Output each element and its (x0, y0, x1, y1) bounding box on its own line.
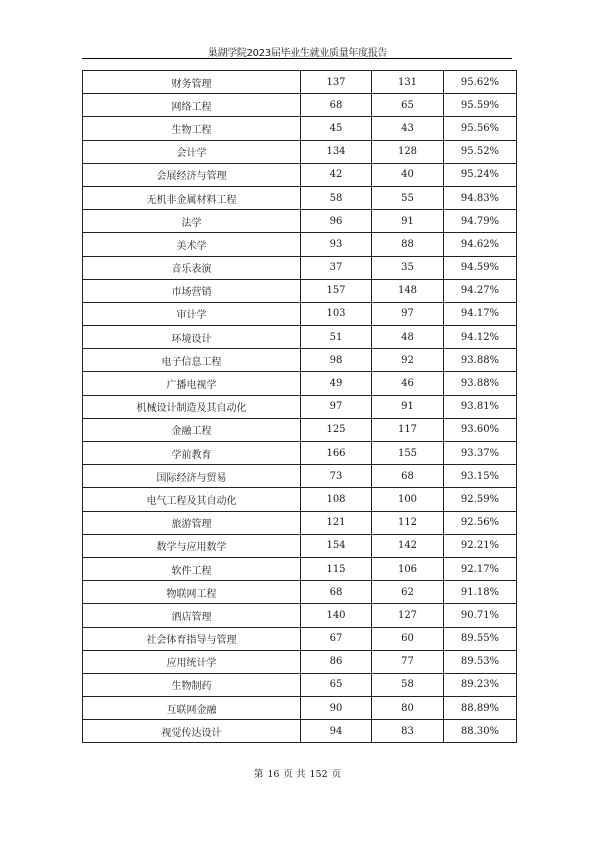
page-footer (0, 766, 595, 780)
table-row (83, 186, 517, 209)
employment-rate-cell: 95.52% (444, 140, 517, 163)
graduates-count-cell: 93 (301, 233, 372, 256)
table-row (83, 302, 517, 325)
table-row (83, 210, 517, 233)
major-name-cell: 电子信息工程 (83, 349, 301, 372)
employment-rate-cell: 94.17% (444, 302, 517, 325)
employed-count-cell: 92 (372, 349, 444, 372)
employed-count-cell: 131 (372, 71, 444, 94)
graduates-count-cell: 154 (301, 534, 372, 557)
table-row (83, 673, 517, 696)
major-name-cell: 生物工程 (83, 117, 301, 140)
employment-rate-cell: 94.62% (444, 233, 517, 256)
major-name-cell: 财务管理 (83, 71, 301, 94)
graduates-count-cell: 134 (301, 140, 372, 163)
employment-rate-cell: 93.88% (444, 349, 517, 372)
table-row (83, 557, 517, 580)
employment-rate-cell: 89.53% (444, 650, 517, 673)
graduates-count-cell: 51 (301, 326, 372, 349)
graduates-count-cell: 49 (301, 372, 372, 395)
major-name-cell: 法学 (83, 210, 301, 233)
footer-mid: 页 共 (283, 769, 306, 780)
table-row (83, 117, 517, 140)
employment-rate-cell: 95.59% (444, 94, 517, 117)
graduates-count-cell: 67 (301, 627, 372, 650)
employment-rate-cell: 93.88% (444, 372, 517, 395)
major-name-cell: 生物制药 (83, 673, 301, 696)
major-name-cell: 环境设计 (83, 326, 301, 349)
employment-rate-cell: 89.55% (444, 627, 517, 650)
major-name-cell: 无机非金属材料工程 (83, 186, 301, 209)
major-name-cell: 视觉传达设计 (83, 720, 301, 743)
table-row (83, 140, 517, 163)
table-row (83, 581, 517, 604)
table-row (83, 418, 517, 441)
table-row (83, 697, 517, 720)
employment-rate-cell: 94.27% (444, 279, 517, 302)
employed-count-cell: 58 (372, 673, 444, 696)
table-row (83, 604, 517, 627)
employed-count-cell: 142 (372, 534, 444, 557)
employed-count-cell: 155 (372, 442, 444, 465)
graduates-count-cell: 166 (301, 442, 372, 465)
table-row (83, 627, 517, 650)
table-row (83, 233, 517, 256)
major-name-cell: 国际经济与贸易 (83, 465, 301, 488)
page-header-title: 巢湖学院2023届毕业生就业质量年度报告 (207, 48, 388, 59)
employed-count-cell: 148 (372, 279, 444, 302)
employed-count-cell: 112 (372, 511, 444, 534)
employed-count-cell: 83 (372, 720, 444, 743)
table-row (83, 163, 517, 186)
major-name-cell: 音乐表演 (83, 256, 301, 279)
employed-count-cell: 97 (372, 302, 444, 325)
employment-rate-cell: 92.17% (444, 557, 517, 580)
major-name-cell: 社会体育指导与管理 (83, 627, 301, 650)
table-row (83, 465, 517, 488)
major-name-cell: 广播电视学 (83, 372, 301, 395)
table-row (83, 650, 517, 673)
table-row (83, 488, 517, 511)
employment-rate-cell: 93.37% (444, 442, 517, 465)
employment-rate-table (82, 70, 517, 743)
employed-count-cell: 127 (372, 604, 444, 627)
major-name-cell: 旅游管理 (83, 511, 301, 534)
major-name-cell: 审计学 (83, 302, 301, 325)
graduates-count-cell: 103 (301, 302, 372, 325)
employment-rate-cell: 88.30% (444, 720, 517, 743)
graduates-count-cell: 58 (301, 186, 372, 209)
graduates-count-cell: 115 (301, 557, 372, 580)
graduates-count-cell: 137 (301, 71, 372, 94)
table-row (83, 71, 517, 94)
employed-count-cell: 65 (372, 94, 444, 117)
graduates-count-cell: 96 (301, 210, 372, 233)
graduates-count-cell: 68 (301, 581, 372, 604)
graduates-count-cell: 65 (301, 673, 372, 696)
employed-count-cell: 91 (372, 395, 444, 418)
employment-rate-cell: 92.59% (444, 488, 517, 511)
major-name-cell: 数学与应用数学 (83, 534, 301, 557)
major-name-cell: 美术学 (83, 233, 301, 256)
header-divider (82, 58, 512, 59)
employed-count-cell: 80 (372, 697, 444, 720)
employed-count-cell: 68 (372, 465, 444, 488)
graduates-count-cell: 73 (301, 465, 372, 488)
graduates-count-cell: 140 (301, 604, 372, 627)
employed-count-cell: 60 (372, 627, 444, 650)
graduates-count-cell: 98 (301, 349, 372, 372)
employed-count-cell: 91 (372, 210, 444, 233)
graduates-count-cell: 42 (301, 163, 372, 186)
graduates-count-cell: 90 (301, 697, 372, 720)
major-name-cell: 市场营销 (83, 279, 301, 302)
employment-rate-cell: 88.89% (444, 697, 517, 720)
employed-count-cell: 48 (372, 326, 444, 349)
graduates-count-cell: 68 (301, 94, 372, 117)
table-row (83, 511, 517, 534)
table-row (83, 442, 517, 465)
employment-rate-cell: 90.71% (444, 604, 517, 627)
employment-rate-cell: 93.60% (444, 418, 517, 441)
table-body (83, 71, 517, 743)
graduates-count-cell: 125 (301, 418, 372, 441)
employed-count-cell: 35 (372, 256, 444, 279)
major-name-cell: 酒店管理 (83, 604, 301, 627)
table-row (83, 534, 517, 557)
employed-count-cell: 88 (372, 233, 444, 256)
major-name-cell: 电气工程及其自动化 (83, 488, 301, 511)
employment-rate-cell: 92.21% (444, 534, 517, 557)
employment-rate-cell: 94.79% (444, 210, 517, 233)
graduates-count-cell: 45 (301, 117, 372, 140)
employed-count-cell: 77 (372, 650, 444, 673)
employment-rate-cell: 95.62% (444, 71, 517, 94)
footer-prefix: 第 (253, 769, 264, 780)
table-row (83, 256, 517, 279)
table-row (83, 720, 517, 743)
employed-count-cell: 55 (372, 186, 444, 209)
employed-count-cell: 46 (372, 372, 444, 395)
graduates-count-cell: 37 (301, 256, 372, 279)
employed-count-cell: 100 (372, 488, 444, 511)
employed-count-cell: 117 (372, 418, 444, 441)
employed-count-cell: 106 (372, 557, 444, 580)
footer-total-pages: 152 (309, 769, 328, 780)
employment-rate-cell: 91.18% (444, 581, 517, 604)
major-name-cell: 会计学 (83, 140, 301, 163)
table-row (83, 349, 517, 372)
graduates-count-cell: 86 (301, 650, 372, 673)
table-row (83, 372, 517, 395)
employment-rate-cell: 94.83% (444, 186, 517, 209)
graduates-count-cell: 121 (301, 511, 372, 534)
graduates-count-cell: 108 (301, 488, 372, 511)
major-name-cell: 机械设计制造及其自动化 (83, 395, 301, 418)
major-name-cell: 应用统计学 (83, 650, 301, 673)
employed-count-cell: 62 (372, 581, 444, 604)
employment-rate-cell: 92.56% (444, 511, 517, 534)
employment-rate-cell: 93.15% (444, 465, 517, 488)
table-row (83, 279, 517, 302)
table-row (83, 395, 517, 418)
employment-rate-cell: 95.56% (444, 117, 517, 140)
major-name-cell: 金融工程 (83, 418, 301, 441)
major-name-cell: 互联网金融 (83, 697, 301, 720)
major-name-cell: 会展经济与管理 (83, 163, 301, 186)
footer-page-number: 16 (267, 769, 280, 780)
table-row (83, 326, 517, 349)
graduates-count-cell: 94 (301, 720, 372, 743)
employed-count-cell: 43 (372, 117, 444, 140)
graduates-count-cell: 97 (301, 395, 372, 418)
major-name-cell: 软件工程 (83, 557, 301, 580)
footer-suffix: 页 (331, 769, 342, 780)
employment-rate-cell: 94.12% (444, 326, 517, 349)
major-name-cell: 网络工程 (83, 94, 301, 117)
graduates-count-cell: 157 (301, 279, 372, 302)
employment-rate-cell: 89.23% (444, 673, 517, 696)
major-name-cell: 物联网工程 (83, 581, 301, 604)
major-name-cell: 学前教育 (83, 442, 301, 465)
employment-rate-cell: 95.24% (444, 163, 517, 186)
table-row (83, 94, 517, 117)
employed-count-cell: 40 (372, 163, 444, 186)
employment-rate-cell: 94.59% (444, 256, 517, 279)
employed-count-cell: 128 (372, 140, 444, 163)
employment-rate-cell: 93.81% (444, 395, 517, 418)
